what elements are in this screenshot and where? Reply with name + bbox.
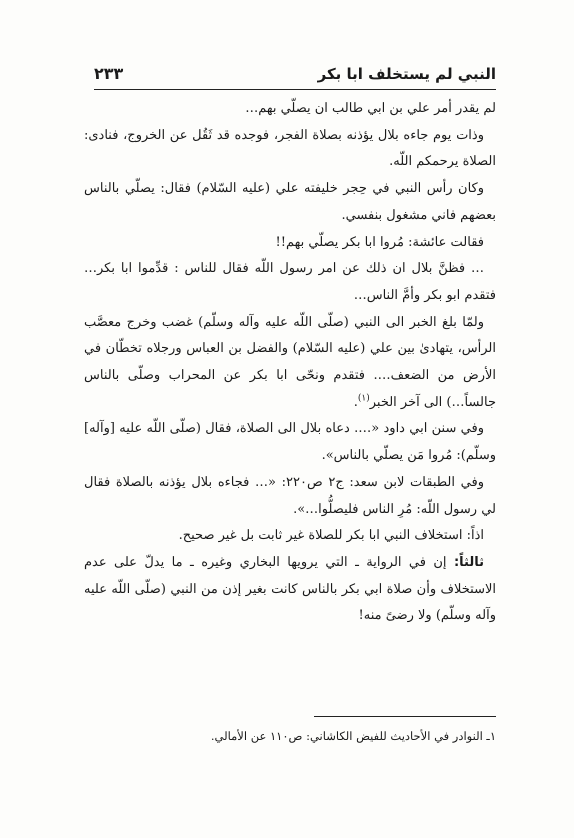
paragraph-6-text: ولمّا بلغ الخبر الى النبي (صلّى اللّه عليه وآله وسلّم) غضب وخرج معصَّب الرأس، يتهادىٰ بين علي (عليه السّلام) والفضل بن العباس ورجلاه تخطّان في الأرض من الضعف…. فتقدم ونحّى ابا بكر عن المحراب وصلّى بالناس جالساً…) الى آخر الخبر: [84, 314, 496, 410]
page-number: ٢٣٣: [94, 64, 124, 83]
paragraph-9: اذاً: استخلاف النبي ابا بكر للصلاة غير ثابت بل غير صحيح.: [178, 528, 484, 544]
body-text: [84, 96, 496, 630]
header-rule: [94, 89, 496, 90]
paragraph-4: فقالت عائشة: مُروا ابا بكر يصلّي بهم!!: [275, 234, 484, 250]
section-lead: ثالثاً:: [453, 554, 484, 570]
running-title: النبي لم يستخلف ابا بكر: [317, 65, 496, 83]
paragraph-2: وذات يوم جاءه بلال يؤذنه بصلاة الفجر، فوجده قد ثَقُل عن الخروج، فنادى: الصلاة يرحمكم اللّه.: [84, 127, 496, 170]
paragraph-8: وفي الطبقات لابن سعد: ج٢ ص٢٢٠: «… فجاءه بلال يؤذنه بالصلاة فقال لي رسول اللّه: مُرِ الناس فليصلُّوا…».: [84, 474, 496, 517]
paragraph-6: [84, 310, 496, 417]
paragraph-10-text: إن في الرواية ـ التي يرويها البخاري وغيره ـ ما يدلّ على عدم الاستخلاف وأن صلاة ابي بكر بالناس كانت بغير إذن من النبي (صلّى اللّه عليه وآله وسلّم) ولا رضىً منه!: [84, 554, 496, 624]
paragraph-5: … فظنَّ بلال ان ذلك عن امر رسول اللّه فقال للناس : قدِّموا ابا بكر… فتقدم ابو بكر وأمَّ الناس…: [84, 261, 496, 303]
page-header: [94, 62, 496, 90]
footnote: ١ـ النوادر في الأحاديث للفيض الكاشاني: ص١١٠ عن الأمالي.: [210, 729, 496, 743]
paragraph-3: وكان رأس النبي في حِجر خليفته علي (عليه السّلام) فقال: يصلّي بالناس بعضهم فاني مشغول بنفسي.: [84, 181, 496, 223]
footnote-marker: (١): [357, 393, 370, 404]
paragraph-10: [84, 550, 496, 630]
paragraph-7: وفي سنن ابي داود «…. دعاه بلال الى الصلاة، فقال (صلّى اللّه عليه [وآله] وسلّم): مُروا مَن يصلّي بالناس».: [84, 421, 496, 464]
footnote-rule: [314, 716, 496, 717]
paragraph-1: لم يقدر أمر علي بن ابي طالب ان يصلّي بهم…: [245, 101, 496, 116]
paragraph-6-end: .: [353, 394, 358, 410]
